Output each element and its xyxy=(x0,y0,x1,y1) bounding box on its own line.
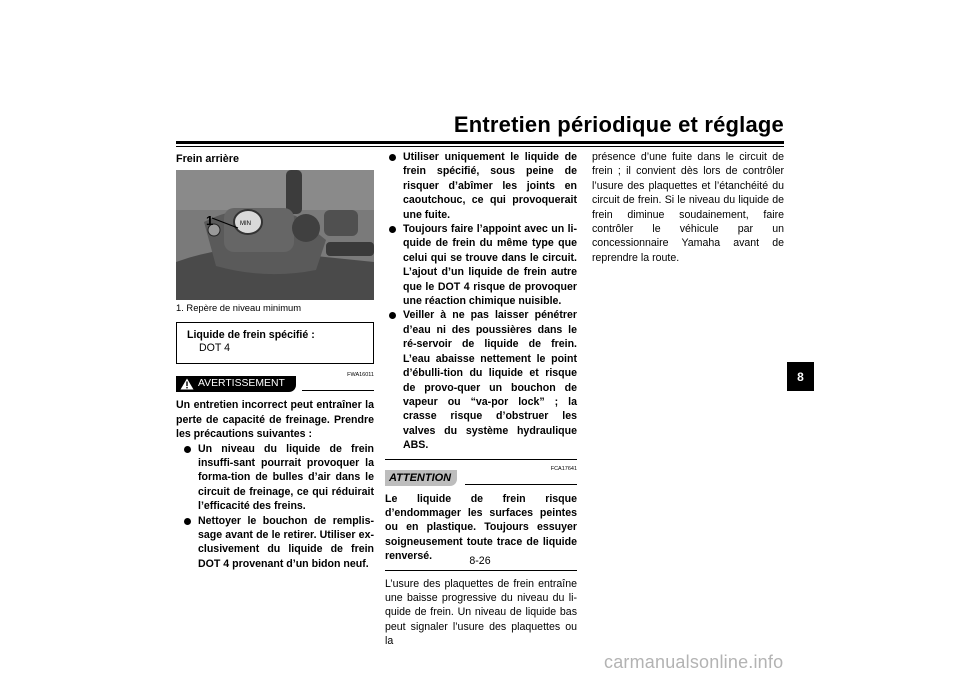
bullet-dot-icon xyxy=(389,154,396,161)
chapter-tab: 8 xyxy=(787,362,814,391)
warning-text: Un entretien incorrect peut entraîner la perte de capacité de freinage. Prendre les précautions suivantes : xyxy=(176,399,374,441)
list-item-text: Nettoyer le bouchon de remplis-sage avant de le retirer. Utiliser ex-clusivement du liquide de frein DOT 4 provenant d’un bidon neuf. xyxy=(198,514,374,570)
attention-end-rule xyxy=(385,570,577,571)
header-rule-thick xyxy=(176,141,784,144)
warning-end-rule xyxy=(385,459,577,460)
column-2 xyxy=(385,150,577,649)
page-title: Entretien périodique et réglage xyxy=(453,112,784,137)
brake-reservoir-photo xyxy=(176,170,374,300)
warning-badge-label: AVERTISSEMENT xyxy=(198,378,285,390)
column-1 xyxy=(176,150,374,571)
bullet-dot-icon xyxy=(184,446,191,453)
list-item-text: Veiller à ne pas laisser pénétrer d’eau ni des poussières dans le ré-servoir de liquide de frein. L’eau abaisse nettement le point d’ébulli-tion du liquide et risque de provo-quer un bouchon de vapeur ou “va-por lock” ; la crasse risque d’obstruer les valves du système hydraulique ABS. xyxy=(403,309,577,452)
spec-value: DOT 4 xyxy=(199,342,231,355)
column-3 xyxy=(592,150,784,265)
min-level-mark: MIN xyxy=(240,221,251,228)
header-rule-thin xyxy=(176,146,784,147)
body-paragraph: L’usure des plaquettes de frein entraîne une baisse progressive du niveau du li-quide de frein. Un niveau de liquide bas peut signaler l’usure des plaquettes ou la xyxy=(385,577,577,648)
list-item xyxy=(385,308,577,452)
warning-badge xyxy=(176,376,296,392)
page-number: 8-26 xyxy=(469,555,491,567)
list-item-text: Un niveau du liquide de frein insuffi-sant pourrait provoquer la forma-tion de bulles d’air dans le circuit de freinage, ce qui réduirait l’efficacité des freins. xyxy=(198,442,374,513)
figure-callout-number: 1 xyxy=(206,213,214,229)
list-item xyxy=(385,150,577,222)
list-item-text: Toujours faire l’appoint avec un li-quide de frein du même type que celui qui se trouve dans le circuit. L’ajout d’un liquide de frein autre que le DOT 4 risque de provoquer une réaction chimique nuisible. xyxy=(403,223,577,308)
brake-reservoir-illustration xyxy=(176,170,374,300)
warning-bullet-list-continued xyxy=(385,150,577,453)
section-heading: Frein arrière xyxy=(176,153,240,165)
attention-rule xyxy=(465,484,577,485)
attention-header xyxy=(385,465,577,486)
attention-badge: ATTENTION xyxy=(385,470,457,486)
warning-rule xyxy=(302,390,374,391)
warning-code: FWA16011 xyxy=(347,372,374,379)
watermark: carmanualsonline.info xyxy=(604,652,784,672)
spec-box xyxy=(176,322,374,364)
figure-caption: 1. Repère de niveau minimum xyxy=(176,302,302,314)
list-item xyxy=(180,442,374,514)
list-item xyxy=(385,222,577,308)
spec-label: Liquide de frein spécifié : xyxy=(187,329,315,342)
attention-code: FCA17641 xyxy=(550,465,577,472)
warning-bullet-list xyxy=(176,442,374,572)
attention-text: Le liquide de frein risque d’endommager les surfaces peintes ou en plastique. Toujours essuyer soigneusement toute trace de liquide renversé. xyxy=(385,492,577,563)
warning-triangle-icon xyxy=(180,378,194,390)
list-item-text: Utiliser uniquement le liquide de frein spécifié, sous peine de risquer d’abîmer les joints en caoutchouc, ce qui provoquerait une fuite. xyxy=(403,151,577,221)
warning-header xyxy=(176,372,374,392)
body-paragraph-continued: présence d’une fuite dans le circuit de frein ; il convient dès lors de contrôler l’usure des plaquettes et l’étanchéité du circuit de frein. Si le niveau du liquide de frein diminue soudainement, faire contrôler le véhicule par un concessionnaire Yamaha avant de reprendre la route. xyxy=(592,151,784,264)
bullet-dot-icon xyxy=(184,518,191,525)
bullet-dot-icon xyxy=(389,226,396,233)
bullet-dot-icon xyxy=(389,312,396,319)
